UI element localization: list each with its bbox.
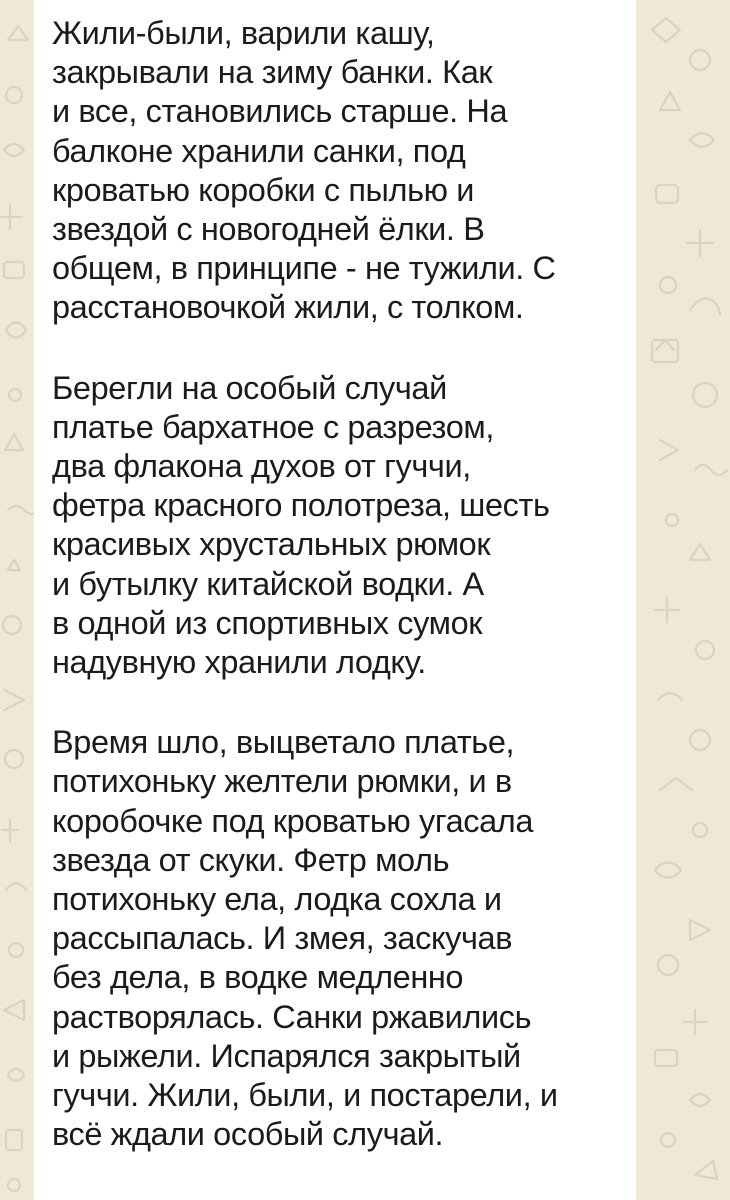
message-line: балконе хранили санки, под <box>52 132 466 169</box>
message-line: звездой с новогодней ёлки. В <box>52 211 485 248</box>
message-line: Жили-были, варили кашу, <box>52 15 435 51</box>
message-line: общем, в принципе - не тужили. С <box>52 250 556 287</box>
message-paragraph-2 <box>52 369 622 683</box>
message-line: платье бархатное с разрезом, <box>52 408 494 445</box>
message-line: красивых хрустальных рюмок <box>52 526 491 563</box>
message-line: два флакона духов от гуччи, <box>52 448 471 485</box>
message-line: потихоньку желтели рюмки, и в <box>52 763 512 800</box>
message-line: звезда от скуки. Фетр моль <box>52 841 450 878</box>
message-paragraph-3 <box>52 723 622 1154</box>
message-line: растворялась. Санки ржавились <box>52 998 532 1035</box>
message-line: всё ждали особый случай. <box>52 1116 444 1153</box>
message-line: расстановочкой жили, с толком. <box>52 289 524 326</box>
message-line: и все, становились старше. На <box>52 93 508 130</box>
message-line: рассыпалась. И змея, заскучав <box>52 920 513 957</box>
message-line: фетра красного полотреза, шесть <box>52 487 550 524</box>
message-paragraph-1 <box>52 14 622 328</box>
message-line: закрывали на зиму банки. Как <box>52 54 493 91</box>
message-line: без дела, в водке медленно <box>52 959 464 996</box>
message-line: надувную хранили лодку. <box>52 644 426 681</box>
message-line: гуччи. Жили, были, и постарели, и <box>52 1077 558 1114</box>
message-line: Время шло, выцветало платье, <box>52 724 515 761</box>
message-line: и бутылку китайской водки. А <box>52 565 484 602</box>
message-line: потихоньку ела, лодка сохла и <box>52 881 502 918</box>
message-bubble[interactable] <box>34 0 636 1200</box>
message-line: и рыжели. Испарялся закрытый <box>52 1037 521 1074</box>
message-line: Берегли на особый случай <box>52 369 447 406</box>
message-line: кроватью коробки с пылью и <box>52 171 474 208</box>
message-line: коробочке под кроватью угасала <box>52 802 534 839</box>
message-line: в одной из спортивных сумок <box>52 604 483 641</box>
